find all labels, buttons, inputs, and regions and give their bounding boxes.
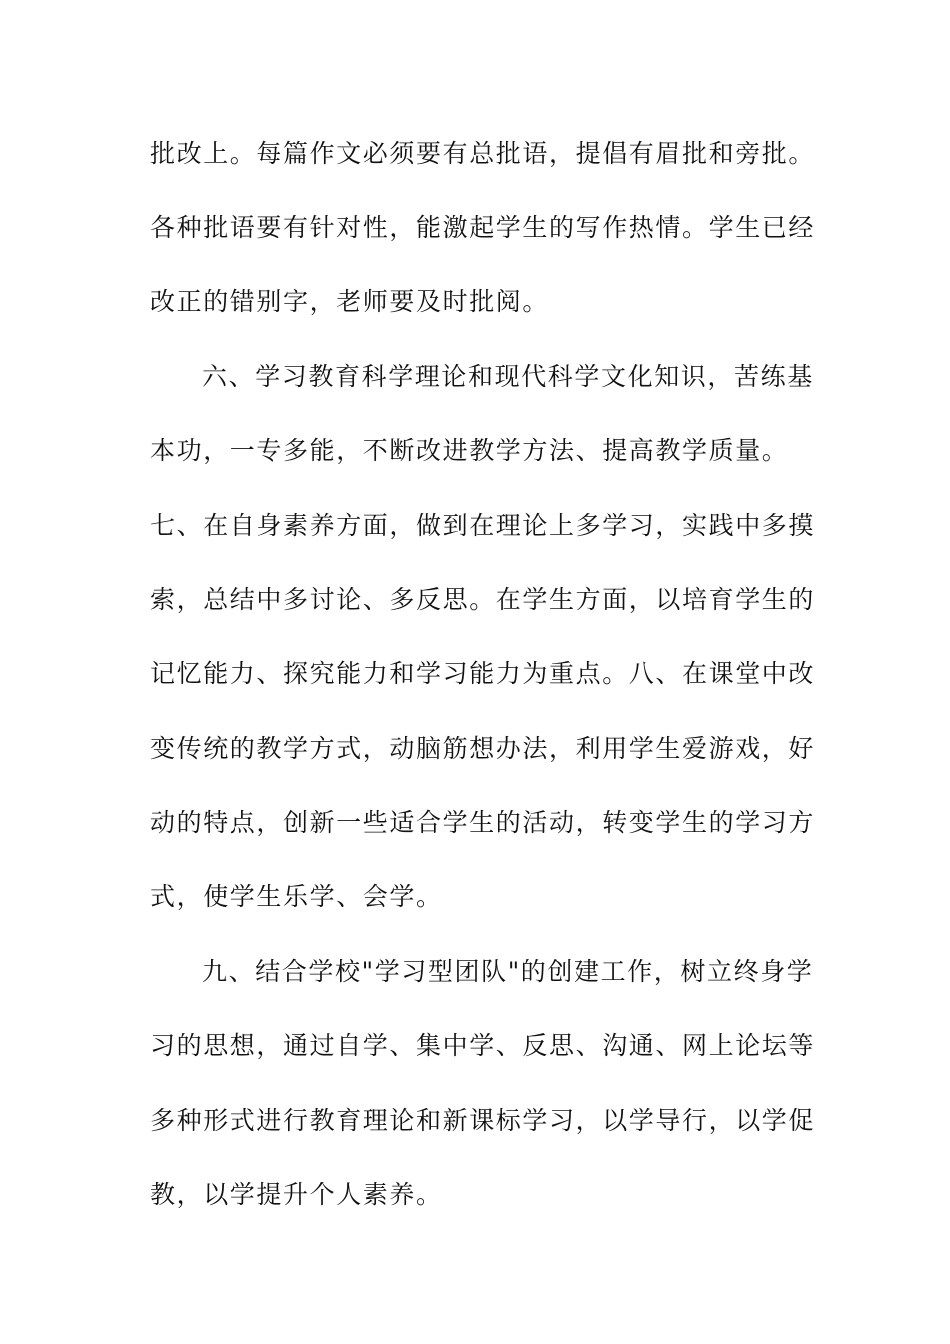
text-line: 六、学习教育科学理论和现代科学文化知识，苦练基: [202, 362, 814, 391]
text-line: 教，以学提升个人素养。: [150, 1180, 443, 1209]
text-line: 各种批语要有针对性，能激起学生的写作热情。学生已经: [150, 213, 816, 242]
text-line: 改正的错别字，老师要及时批阅。: [150, 287, 550, 316]
text-line: 批改上。每篇作文必须要有总批语，提倡有眉批和旁批。: [150, 139, 816, 168]
text-line: 变传统的教学方式，动脑筋想办法，利用学生爱游戏，好: [150, 734, 816, 763]
text-line: 七、在自身素养方面，做到在理论上多学习，实践中多摸: [150, 511, 816, 540]
text-line: 记忆能力、探究能力和学习能力为重点。八、在课堂中改: [150, 659, 816, 688]
text-line: 多种形式进行教育理论和新课标学习，以学导行，以学促: [150, 1106, 816, 1135]
text-line: 习的思想，通过自学、集中学、反思、沟通、网上论坛等: [150, 1031, 816, 1060]
text-line: 本功，一专多能，不断改进教学方法、提高教学质量。: [150, 436, 789, 465]
text-line: 式，使学生乐学、会学。: [150, 882, 443, 911]
text-line: 动的特点，创新一些适合学生的活动，转变学生的学习方: [150, 808, 816, 837]
text-line: 九、结合学校"学习型团队"的创建工作，树立终身学: [202, 957, 814, 986]
text-line: 索，总结中多讨论、多反思。在学生方面，以培育学生的: [150, 585, 816, 614]
